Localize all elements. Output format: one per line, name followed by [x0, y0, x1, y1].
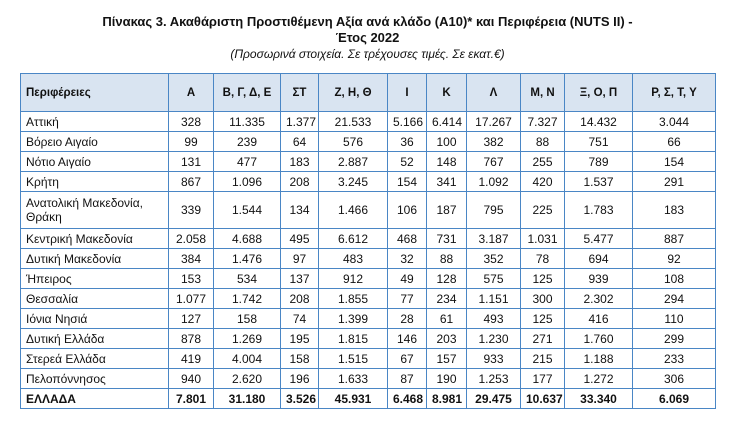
value-cell: 158 [281, 349, 319, 369]
value-cell: 789 [565, 152, 633, 172]
value-cell: 1.230 [467, 329, 521, 349]
total-value-cell: 6.069 [633, 389, 716, 409]
value-cell: 1.633 [319, 369, 388, 389]
value-cell: 1.031 [521, 229, 565, 249]
value-cell: 294 [633, 289, 716, 309]
table-row [21, 172, 716, 192]
value-cell: 575 [467, 269, 521, 289]
value-cell: 64 [281, 132, 319, 152]
value-cell: 225 [521, 192, 565, 229]
region-name-cell: Θεσσαλία [21, 289, 169, 309]
value-cell: 11.335 [214, 112, 281, 132]
value-cell: 940 [169, 369, 214, 389]
value-cell: 127 [169, 309, 214, 329]
value-cell: 493 [467, 309, 521, 329]
table-row [21, 112, 716, 132]
total-label-cell: ΕΛΛΑΔΑ [21, 389, 169, 409]
value-cell: 2.887 [319, 152, 388, 172]
value-cell: 867 [169, 172, 214, 192]
table-row [21, 192, 716, 229]
region-name-cell: Βόρειο Αιγαίο [21, 132, 169, 152]
value-cell: 190 [427, 369, 467, 389]
value-cell: 78 [521, 249, 565, 269]
value-cell: 215 [521, 349, 565, 369]
value-cell: 106 [388, 192, 427, 229]
value-cell: 4.688 [214, 229, 281, 249]
value-cell: 1.783 [565, 192, 633, 229]
value-cell: 153 [169, 269, 214, 289]
value-cell: 233 [633, 349, 716, 369]
value-cell: 341 [427, 172, 467, 192]
value-cell: 77 [388, 289, 427, 309]
table-subtitle: (Προσωρινά στοιχεία. Σε τρέχουσες τιμές. Σε εκατ.€) [230, 47, 505, 61]
column-header: Β, Γ, Δ, Ε [214, 74, 281, 112]
value-cell: 1.399 [319, 309, 388, 329]
table-body [21, 112, 716, 409]
value-cell: 87 [388, 369, 427, 389]
value-cell: 1.815 [319, 329, 388, 349]
column-header: Μ, Ν [521, 74, 565, 112]
region-name-cell: Κεντρική Μακεδονία [21, 229, 169, 249]
value-cell: 3.245 [319, 172, 388, 192]
value-cell: 878 [169, 329, 214, 349]
total-value-cell: 29.475 [467, 389, 521, 409]
value-cell: 28 [388, 309, 427, 329]
value-cell: 731 [427, 229, 467, 249]
value-cell: 1.151 [467, 289, 521, 309]
value-cell: 1.742 [214, 289, 281, 309]
value-cell: 1.272 [565, 369, 633, 389]
header-row [21, 74, 716, 112]
value-cell: 157 [427, 349, 467, 369]
value-cell: 1.269 [214, 329, 281, 349]
region-name-cell: Ιόνια Νησιά [21, 309, 169, 329]
value-cell: 1.253 [467, 369, 521, 389]
value-cell: 66 [633, 132, 716, 152]
value-cell: 483 [319, 249, 388, 269]
region-name-cell: Πελοπόννησος [21, 369, 169, 389]
total-value-cell: 8.981 [427, 389, 467, 409]
value-cell: 751 [565, 132, 633, 152]
table-row [21, 152, 716, 172]
value-cell: 234 [427, 289, 467, 309]
value-cell: 195 [281, 329, 319, 349]
column-header: ΣΤ [281, 74, 319, 112]
value-cell: 52 [388, 152, 427, 172]
region-name-cell: Δυτική Μακεδονία [21, 249, 169, 269]
value-cell: 419 [169, 349, 214, 369]
table-title: Πίνακας 3. Ακαθάριστη Προστιθέμενη Αξία ανά κλάδο (Α10)* και Περιφέρεια (NUTS II) - [102, 14, 633, 29]
table-row [21, 309, 716, 329]
value-cell: 694 [565, 249, 633, 269]
value-cell: 306 [633, 369, 716, 389]
value-cell: 187 [427, 192, 467, 229]
value-cell: 183 [633, 192, 716, 229]
value-cell: 2.302 [565, 289, 633, 309]
value-cell: 767 [467, 152, 521, 172]
table-title-year: Έτος 2022 [335, 30, 400, 45]
value-cell: 4.004 [214, 349, 281, 369]
value-cell: 17.267 [467, 112, 521, 132]
value-cell: 1.466 [319, 192, 388, 229]
value-cell: 177 [521, 369, 565, 389]
region-name-cell: Ανατολική Μακεδονία, Θράκη [21, 192, 169, 229]
total-value-cell: 3.526 [281, 389, 319, 409]
value-cell: 939 [565, 269, 633, 289]
value-cell: 534 [214, 269, 281, 289]
value-cell: 3.187 [467, 229, 521, 249]
value-cell: 92 [633, 249, 716, 269]
value-cell: 1.537 [565, 172, 633, 192]
value-cell: 416 [565, 309, 633, 329]
value-cell: 154 [633, 152, 716, 172]
value-cell: 887 [633, 229, 716, 249]
value-cell: 14.432 [565, 112, 633, 132]
region-name-cell: Νότιο Αιγαίο [21, 152, 169, 172]
value-cell: 208 [281, 289, 319, 309]
value-cell: 382 [467, 132, 521, 152]
value-cell: 300 [521, 289, 565, 309]
value-cell: 134 [281, 192, 319, 229]
value-cell: 88 [521, 132, 565, 152]
value-cell: 74 [281, 309, 319, 329]
value-cell: 21.533 [319, 112, 388, 132]
column-header: Κ [427, 74, 467, 112]
column-header: Ι [388, 74, 427, 112]
value-cell: 125 [521, 269, 565, 289]
value-cell: 49 [388, 269, 427, 289]
value-cell: 1.092 [467, 172, 521, 192]
value-cell: 291 [633, 172, 716, 192]
total-value-cell: 6.468 [388, 389, 427, 409]
column-header: Α [169, 74, 214, 112]
value-cell: 36 [388, 132, 427, 152]
region-name-cell: Δυτική Ελλάδα [21, 329, 169, 349]
value-cell: 158 [214, 309, 281, 329]
total-value-cell: 31.180 [214, 389, 281, 409]
value-cell: 97 [281, 249, 319, 269]
total-value-cell: 33.340 [565, 389, 633, 409]
value-cell: 108 [633, 269, 716, 289]
total-row [21, 389, 716, 409]
value-cell: 131 [169, 152, 214, 172]
table-row [21, 369, 716, 389]
value-cell: 32 [388, 249, 427, 269]
value-cell: 148 [427, 152, 467, 172]
total-value-cell: 7.801 [169, 389, 214, 409]
table-row [21, 329, 716, 349]
value-cell: 88 [427, 249, 467, 269]
value-cell: 5.477 [565, 229, 633, 249]
value-cell: 576 [319, 132, 388, 152]
value-cell: 203 [427, 329, 467, 349]
value-cell: 1.760 [565, 329, 633, 349]
value-cell: 1.377 [281, 112, 319, 132]
value-cell: 1.515 [319, 349, 388, 369]
value-cell: 1.544 [214, 192, 281, 229]
value-cell: 125 [521, 309, 565, 329]
value-cell: 1.096 [214, 172, 281, 192]
value-cell: 1.188 [565, 349, 633, 369]
value-cell: 328 [169, 112, 214, 132]
value-cell: 255 [521, 152, 565, 172]
table-row [21, 132, 716, 152]
value-cell: 352 [467, 249, 521, 269]
value-cell: 299 [633, 329, 716, 349]
value-cell: 1.476 [214, 249, 281, 269]
value-cell: 495 [281, 229, 319, 249]
value-cell: 6.612 [319, 229, 388, 249]
column-header: Ζ, Η, Θ [319, 74, 388, 112]
value-cell: 468 [388, 229, 427, 249]
value-cell: 61 [427, 309, 467, 329]
region-name-cell: Ήπειρος [21, 269, 169, 289]
value-cell: 477 [214, 152, 281, 172]
value-cell: 146 [388, 329, 427, 349]
value-cell: 912 [319, 269, 388, 289]
region-name-cell: Αττική [21, 112, 169, 132]
value-cell: 110 [633, 309, 716, 329]
value-cell: 67 [388, 349, 427, 369]
value-cell: 5.166 [388, 112, 427, 132]
value-cell: 933 [467, 349, 521, 369]
value-cell: 183 [281, 152, 319, 172]
value-cell: 196 [281, 369, 319, 389]
column-header: Ρ, Σ, Τ, Υ [633, 74, 716, 112]
value-cell: 3.044 [633, 112, 716, 132]
region-name-cell: Κρήτη [21, 172, 169, 192]
value-cell: 2.620 [214, 369, 281, 389]
value-cell: 339 [169, 192, 214, 229]
value-cell: 154 [388, 172, 427, 192]
total-value-cell: 10.637 [521, 389, 565, 409]
column-header: Ξ, Ο, Π [565, 74, 633, 112]
value-cell: 1.855 [319, 289, 388, 309]
region-name-cell: Στερεά Ελλάδα [21, 349, 169, 369]
value-cell: 795 [467, 192, 521, 229]
value-cell: 2.058 [169, 229, 214, 249]
total-value-cell: 45.931 [319, 389, 388, 409]
data-table [20, 73, 716, 409]
value-cell: 420 [521, 172, 565, 192]
table-row [21, 249, 716, 269]
value-cell: 384 [169, 249, 214, 269]
value-cell: 208 [281, 172, 319, 192]
table-row [21, 229, 716, 249]
value-cell: 239 [214, 132, 281, 152]
value-cell: 128 [427, 269, 467, 289]
table-row [21, 349, 716, 369]
value-cell: 100 [427, 132, 467, 152]
value-cell: 137 [281, 269, 319, 289]
value-cell: 271 [521, 329, 565, 349]
table-row [21, 289, 716, 309]
value-cell: 7.327 [521, 112, 565, 132]
value-cell: 99 [169, 132, 214, 152]
column-header: Λ [467, 74, 521, 112]
value-cell: 6.414 [427, 112, 467, 132]
column-header-region: Περιφέρειες [21, 74, 169, 112]
value-cell: 1.077 [169, 289, 214, 309]
table-row [21, 269, 716, 289]
